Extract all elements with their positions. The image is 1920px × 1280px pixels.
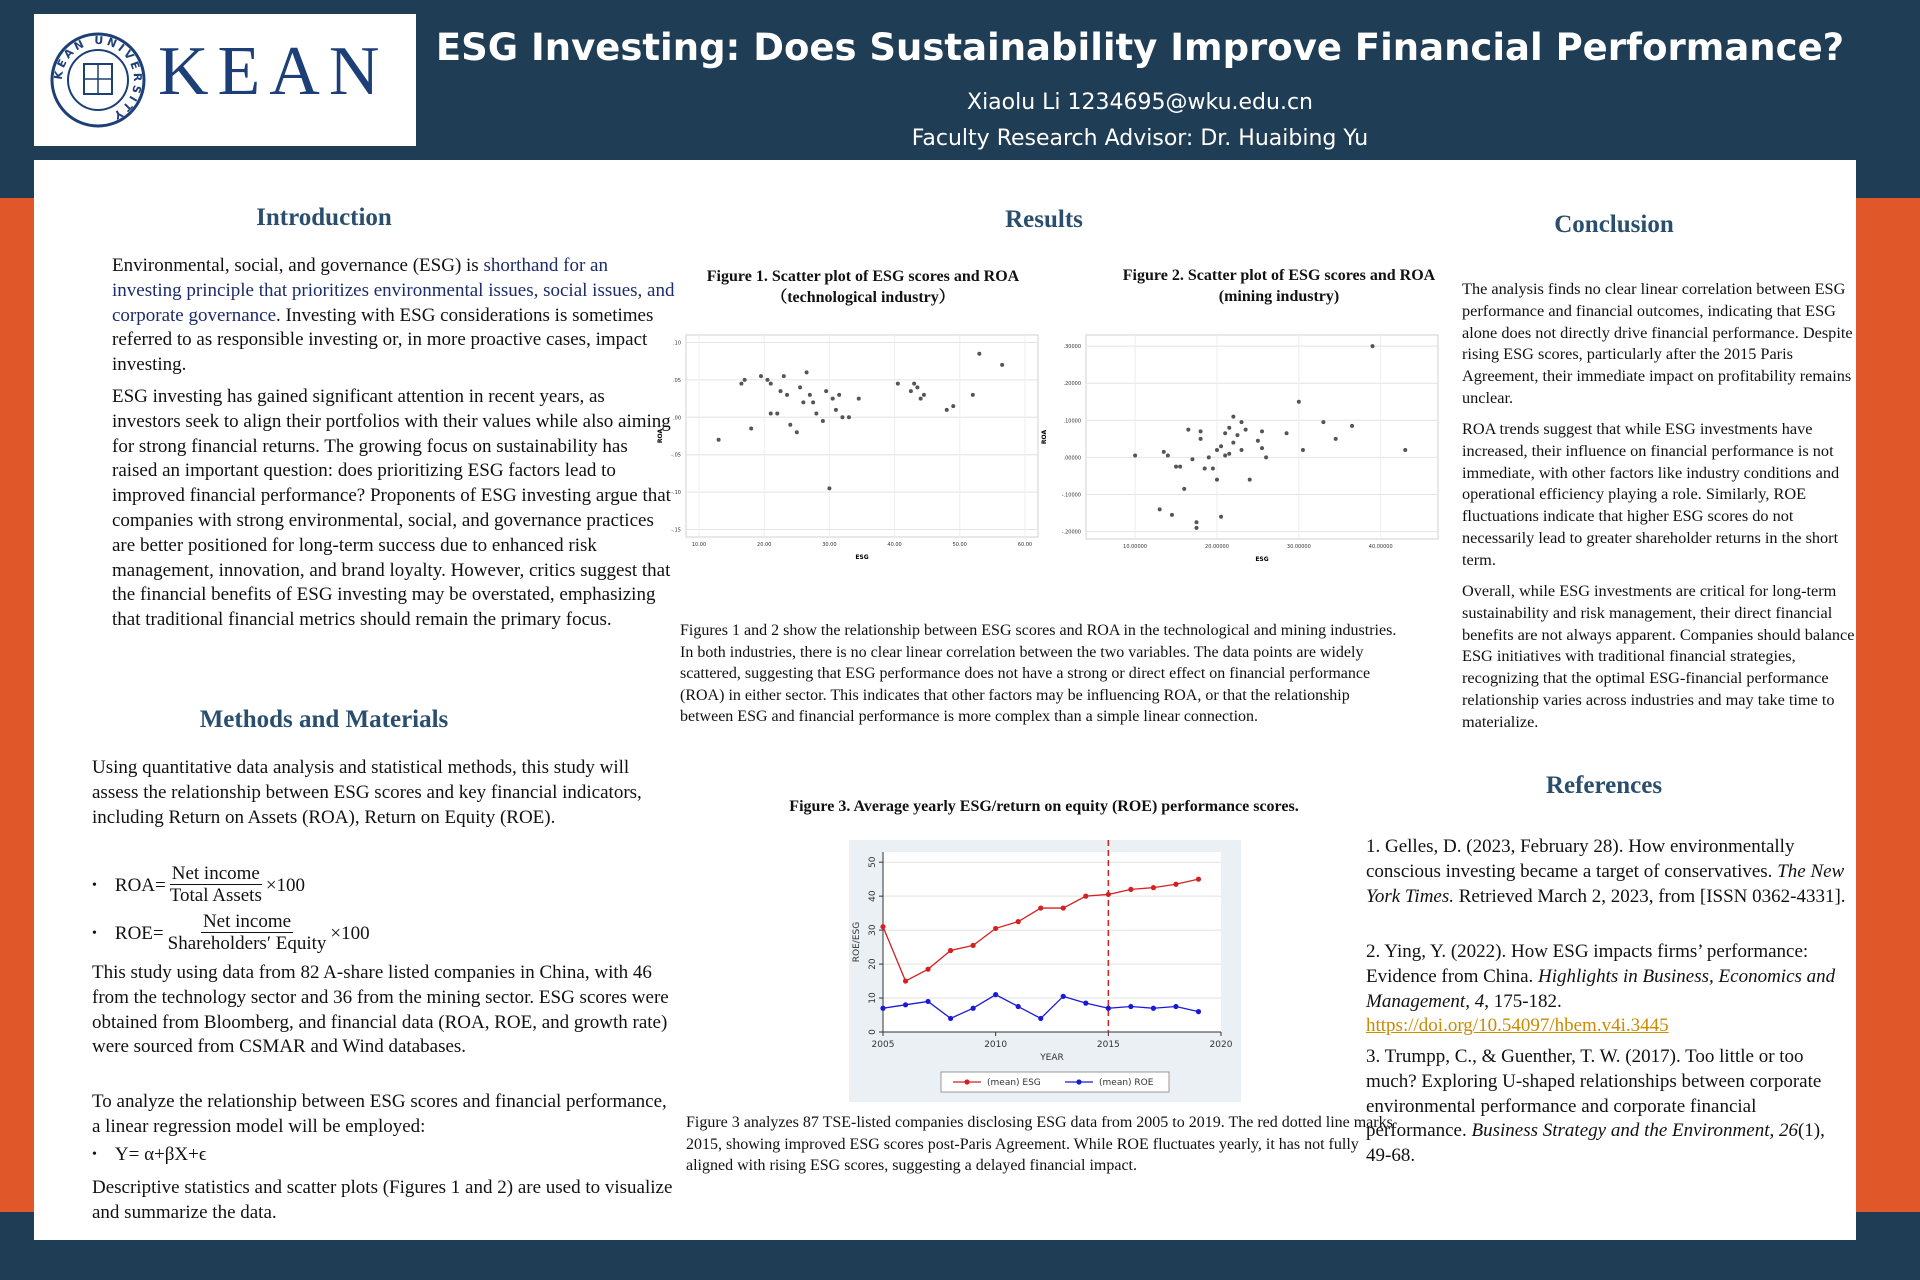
series-point [1173, 1004, 1178, 1009]
data-point [1334, 437, 1338, 441]
reference-1: 1. Gelles, D. (2023, February 28). How environmentally conscious investing became a target of conservatives. The New York Times. Retrieved March 2, 2023, from [ISSN 0362-4331]. [1366, 836, 1846, 907]
legend-marker [964, 1079, 969, 1084]
data-point [1260, 429, 1264, 433]
y-tick-label: 0 [868, 1029, 878, 1035]
data-point [1190, 457, 1194, 461]
data-point [857, 397, 861, 401]
data-point [922, 393, 926, 397]
x-tick-label: 40.00 [887, 542, 902, 548]
logo-wordmark: KEAN [158, 33, 389, 110]
y-tick-label: -.15 [671, 527, 681, 534]
advisor-line: Faculty Research Advisor: Dr. Huaibing Yu [911, 126, 1369, 151]
data-point [1199, 429, 1203, 433]
poster-title: ESG Investing: Does Sustainability Improve Financial Performance? [435, 26, 1845, 69]
data-point [1260, 446, 1264, 450]
y-tick-label: .10000 [1063, 418, 1081, 425]
data-point [1158, 507, 1162, 511]
methods-paragraph-1: Using quantitative data analysis and statistical methods, this study will assess the relationship between ESG scores and key financial indicators, including Return on Assets (ROA), Return on Equity (ROE). [92, 757, 642, 828]
series-point [903, 1002, 908, 1007]
x-tick-label: 10.00000 [1123, 544, 1148, 550]
data-point [1199, 437, 1203, 441]
y-tick-label: -.20000 [1061, 529, 1081, 536]
figure-1-scatter-chart [652, 325, 1050, 563]
y-tick-label: .00 [673, 415, 681, 422]
x-tick-label: 2005 [871, 1040, 895, 1050]
data-point [1350, 424, 1354, 428]
conclusion-heading: Conclusion [1554, 211, 1674, 238]
series-point [1038, 905, 1043, 910]
series-point [1016, 919, 1021, 924]
data-point [814, 412, 818, 416]
data-point [801, 400, 805, 404]
data-point [912, 382, 916, 386]
data-point [782, 374, 786, 378]
series-point [1083, 1001, 1088, 1006]
data-point [759, 374, 763, 378]
regression-model: • Y= α+βX+ϵ [92, 1144, 207, 1165]
x-tick-label: 2015 [1096, 1040, 1120, 1050]
series-point [1196, 877, 1201, 882]
data-point [1240, 448, 1244, 452]
introduction-paragraph-1: Environmental, social, and governance (ESG) is shorthand for an investing principle that prioritizes environmental issues, social issues, and corporate governance. Investing with ESG considerations is sometimes referred to as responsible investing or, in more proactive cases, impact investing. [112, 255, 675, 376]
methods-paragraph-4: Descriptive statistics and scatter plots (Figures 1 and 2) are used to visualize and summarize the data. [92, 1177, 673, 1223]
x-tick-label: 60.00 [1017, 542, 1033, 548]
data-point [1186, 428, 1190, 432]
x-tick-label: 20.00 [757, 542, 772, 548]
data-point [1248, 478, 1252, 482]
x-tick-label: 40.00000 [1368, 544, 1393, 550]
university-seal-icon [50, 32, 146, 128]
roe-formula: • ROE= $\frac{\text{Net income}}{\text{Shareholders′ Equity}}$ ×100 [92, 911, 370, 954]
data-point [831, 397, 835, 401]
data-point [1223, 454, 1227, 458]
y-axis-title: ROA [1041, 429, 1048, 445]
reference-2: 2. Ying, Y. (2022). How ESG impacts firms’ performance: Evidence from China. Highlights in Business, Economics and Management, 4, 175-182. https://doi.org/10.54097/hbem.v4i.3445 [1366, 941, 1836, 1037]
y-tick-label: .05 [673, 377, 681, 384]
data-point [1227, 426, 1231, 430]
x-tick-label: 50.00 [952, 542, 967, 548]
series-point [993, 926, 998, 931]
data-point [1203, 467, 1207, 471]
data-point [896, 382, 900, 386]
data-point [788, 423, 792, 427]
series-point [1061, 994, 1066, 999]
data-point [1256, 439, 1260, 443]
data-point [811, 400, 815, 404]
series-point [880, 1006, 885, 1011]
data-point [1285, 431, 1289, 435]
legend-label: (mean) ROE [1099, 1078, 1154, 1088]
y-tick-label: 40 [868, 890, 878, 902]
data-point [749, 427, 753, 431]
data-point [1301, 448, 1305, 452]
introduction-heading: Introduction [256, 204, 392, 231]
legend-marker [1076, 1079, 1081, 1084]
data-point [1174, 465, 1178, 469]
data-point [769, 412, 773, 416]
conclusion-paragraph-2: ROA trends suggest that while ESG investments have increased, their influence on financial performance is not immediate, with other factors like industry conditions and operational efficiency playing a role. Similarly, ROE fluctuations indicate that higher ESG scores do not necessarily lead to greater shareholder returns in the short term. [1462, 419, 1840, 569]
conclusion-paragraph-1: The analysis finds no clear linear correlation between ESG performance and financial outcomes, indicating that ESG alone does not directly drive financial performance. Despite rising ESG scores, particularly after the 2015 Paris Agreement, their immediate impact on profitability remains unclear. [1462, 279, 1853, 407]
data-point [837, 393, 841, 397]
data-point [1162, 450, 1166, 454]
y-tick-label: 20 [868, 958, 878, 970]
data-point [743, 378, 747, 382]
series-point [948, 948, 953, 953]
results-heading: Results [1005, 206, 1083, 233]
series-point [1106, 892, 1111, 897]
data-point [798, 385, 802, 389]
reference-3: 3. Trumpp, C., & Guenther, T. W. (2017). Too little or too much? Exploring U-shaped relationships between corporate environmental performance and corporate financial performance. Business Strategy and the Environment, 26(1), 49-68. [1366, 1046, 1825, 1167]
figures-1-2-description: Figures 1 and 2 show the relationship between ESG scores and ROA in the technological and mining industries. In both industries, there is no clear linear correlation between the two variables. The data points are widely scattered, suggesting that ESG performance does not have a strong or direct effect on financial performance (ROA) in either sector. This indicates that other factors may be influencing ROA, or that the relationship between ESG and financial performance is more complex than a simple linear connection. [680, 622, 1397, 725]
series-point [1083, 894, 1088, 899]
data-point [1235, 433, 1239, 437]
data-point [1195, 526, 1199, 530]
data-point [945, 408, 949, 412]
y-axis-title: ROA [657, 428, 664, 444]
x-tick-label: 20.00000 [1205, 544, 1229, 550]
data-point [1170, 513, 1174, 517]
data-point [909, 389, 913, 393]
data-point [769, 382, 773, 386]
series-point [971, 943, 976, 948]
data-point [1321, 420, 1325, 424]
series-point [925, 999, 930, 1004]
data-point [717, 438, 721, 442]
figure-2-caption: Figure 2. Scatter plot of ESG scores and ROA (mining industry) [1122, 267, 1436, 305]
y-tick-label: -.10 [671, 490, 681, 497]
plot-area [1086, 335, 1438, 539]
series-point [1106, 1006, 1111, 1011]
x-tick-label: 30.00 [822, 542, 837, 548]
x-axis-title: ESG [1255, 556, 1269, 563]
roa-formula: • ROA= $\frac{\text{Net income}}{\text{Total Assets}}$ ×100 [92, 863, 306, 906]
y-tick-label: 50 [868, 856, 878, 868]
y-axis-title: ROE/ESG [852, 921, 862, 963]
x-tick-label: 30.00000 [1286, 544, 1311, 550]
author-line: Xiaolu Li 1234695@wku.edu.cn [967, 90, 1313, 115]
data-point [821, 419, 825, 423]
university-logo [34, 14, 416, 146]
data-point [1133, 454, 1137, 458]
series-point [1016, 1004, 1021, 1009]
data-point [824, 389, 828, 393]
data-point [1240, 420, 1244, 424]
series-point [1173, 882, 1178, 887]
series-point [1151, 1006, 1156, 1011]
series-point [925, 967, 930, 972]
data-point [1215, 478, 1219, 482]
data-point [1219, 515, 1223, 519]
series-point [1061, 905, 1066, 910]
data-point [1244, 428, 1248, 432]
data-point [977, 352, 981, 356]
data-point [971, 393, 975, 397]
series-point [903, 978, 908, 983]
data-point [808, 393, 812, 397]
data-point [919, 397, 923, 401]
series-point [948, 1016, 953, 1021]
y-tick-label: -.10000 [1061, 492, 1081, 499]
y-tick-label: 30 [868, 924, 878, 936]
figure-3-description: Figure 3 analyzes 87 TSE-listed companies disclosing ESG data from 2005 to 2019. The red dotted line marks 2015, showing improved ESG scores post-Paris Agreement. While ROE fluctuates yearly, it has not fully aligned with rising ESG scores, suggesting a delayed financial impact. [686, 1114, 1393, 1174]
plot-area [686, 335, 1038, 537]
data-point [840, 415, 844, 419]
data-point [1195, 520, 1199, 524]
figure-3-caption: Figure 3. Average yearly ESG/return on equity (ROE) performance scores. [789, 798, 1299, 815]
data-point [739, 382, 743, 386]
data-point [1207, 455, 1211, 459]
data-point [834, 408, 838, 412]
y-tick-label: .20000 [1063, 381, 1081, 388]
figure-3-line-chart [849, 840, 1241, 1102]
y-tick-label: .10 [673, 340, 681, 347]
x-tick-label: 10.00 [691, 542, 707, 548]
series-point [880, 924, 885, 929]
data-point [1371, 344, 1375, 348]
x-axis-title: ESG [855, 554, 869, 561]
data-point [1264, 455, 1268, 459]
data-point [1403, 448, 1407, 452]
data-point [1178, 465, 1182, 469]
doi-link[interactable]: https://doi.org/10.54097/hbem.v4i.3445 [1366, 1015, 1669, 1037]
methods-paragraph-3: To analyze the relationship between ESG scores and financial performance, a linear regression model will be employed: [92, 1091, 667, 1137]
data-point [827, 486, 831, 490]
data-point [1215, 448, 1219, 452]
data-point [847, 415, 851, 419]
x-tick-label: 2010 [984, 1040, 1008, 1050]
conclusion-paragraph-3: Overall, while ESG investments are critical for long-term sustainability and risk management, their direct financial benefits are not always apparent. Companies should balance ESG initiatives with traditional financial strategies, recognizing that the optimal ESG-financial performance relationship varies across industries and may take time to materialize. [1462, 581, 1855, 731]
y-tick-label: .00000 [1063, 455, 1081, 462]
references-heading: References [1545, 772, 1663, 799]
series-point [1128, 1004, 1133, 1009]
data-point [1231, 415, 1235, 419]
data-point [1219, 444, 1223, 448]
poster-header [0, 0, 1920, 168]
x-tick-label: 2020 [1209, 1040, 1233, 1050]
poster-body [34, 160, 1856, 1240]
data-point [915, 385, 919, 389]
data-point [805, 370, 809, 374]
data-point [1182, 487, 1186, 491]
legend-label: (mean) ESG [987, 1078, 1041, 1088]
data-point [1227, 452, 1231, 456]
series-point [993, 992, 998, 997]
data-point [1223, 431, 1227, 435]
series-point [971, 1006, 976, 1011]
data-point [1297, 400, 1301, 404]
data-point [1000, 363, 1004, 367]
data-point [1166, 454, 1170, 458]
introduction-paragraph-2: ESG investing has gained significant attention in recent years, as investors seek to align their portfolios with their values while also aiming for strong financial returns. The growing focus on sustainability has raised an important question: does prioritizing ESG factors lead to improved financial performance? Proponents of ESG investing argue that companies with strong environmental, social, and governance practices are better positioned for long-term success due to enhanced risk management, innovation, and brand loyalty. However, critics suggest that the financial benefits of ESG investing may be overstated, emphasizing that traditional financial metrics should remain the primary focus. [112, 386, 671, 631]
data-point [1231, 441, 1235, 445]
data-point [1211, 467, 1215, 471]
y-tick-label: .30000 [1063, 344, 1081, 351]
data-point [785, 393, 789, 397]
methods-heading: Methods and Materials [199, 706, 449, 733]
data-point [951, 404, 955, 408]
series-point [1128, 887, 1133, 892]
data-point [765, 378, 769, 382]
data-point [795, 430, 799, 434]
y-tick-label: 10 [868, 992, 878, 1004]
figure-1-caption: Figure 1. Scatter plot of ESG scores and ROA （technological industry） [706, 268, 1020, 306]
x-axis-title: YEAR [1040, 1053, 1064, 1063]
svg-text:KEAN UNIVERSITY: KEAN UNIVERSITY [51, 33, 145, 124]
series-point [1038, 1016, 1043, 1021]
figure-2-scatter-chart [1036, 325, 1450, 565]
data-point [775, 412, 779, 416]
methods-paragraph-2: This study using data from 82 A-share listed companies in China, with 46 from the technology sector and 36 from the mining sector. ESG scores were obtained from Bloomberg, and financial data (ROA, ROE, and growth rate) were sourced from CSMAR and Wind databases. [92, 962, 669, 1058]
y-tick-label: -.05 [671, 452, 681, 459]
data-point [779, 389, 783, 393]
series-point [1151, 885, 1156, 890]
series-point [1196, 1009, 1201, 1014]
